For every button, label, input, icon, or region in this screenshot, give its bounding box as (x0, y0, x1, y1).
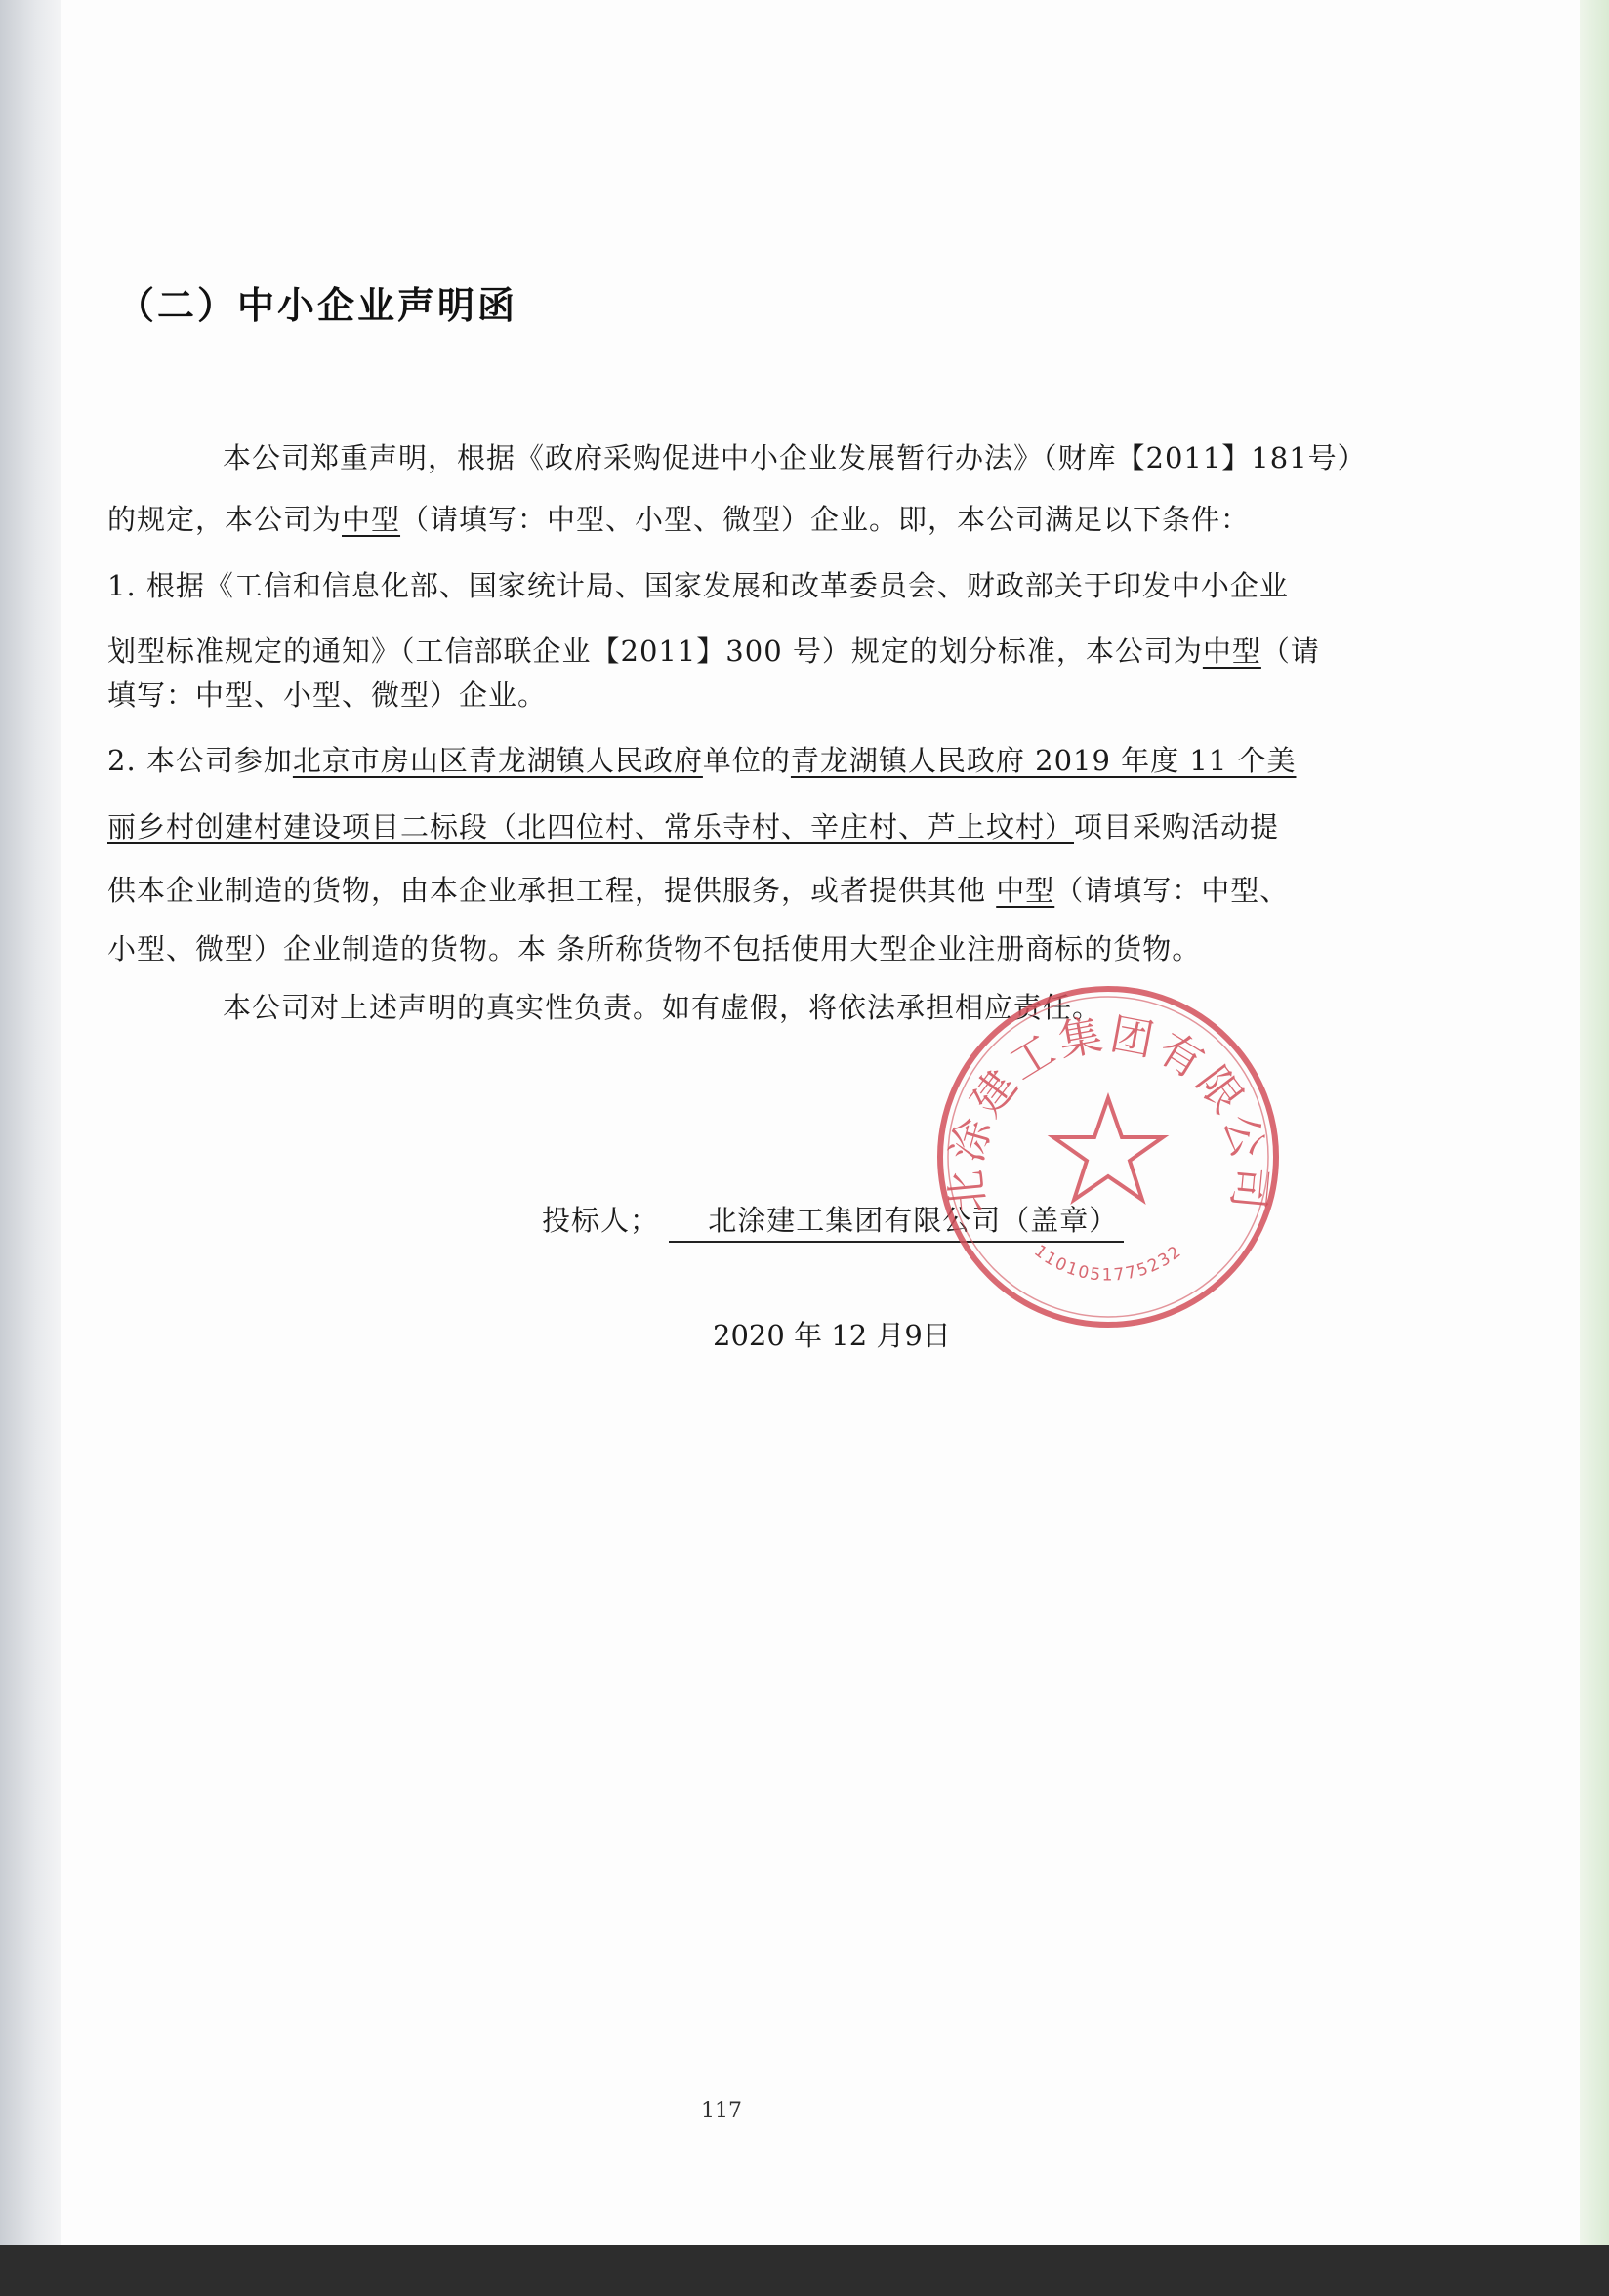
text-segment: （请 (1260, 635, 1320, 668)
item-2-line-1 (107, 739, 1425, 779)
item-2-line-2 (107, 805, 1425, 845)
scan-right-edge (1580, 0, 1609, 2245)
seal-note: （盖章） (1001, 1204, 1119, 1237)
closing-statement: 本公司对上述声明的真实性负责。如有虚假，将依法承担相应责任。 (223, 991, 1102, 1024)
bidder-company-name: 北涂建工集团有限公司 (708, 1204, 1002, 1237)
signature-date: 2020 年 12 月9日 (713, 1319, 951, 1352)
seal-number-text (1030, 1242, 1186, 1286)
company-seal (932, 981, 1284, 1332)
page-number: 117 (701, 2099, 742, 2123)
text-segment: 供本企业制造的货物，由本企业承担工程，提供服务，或者提供其他 (107, 874, 997, 907)
project-name-part-1: 青龙湖镇人民政府 2019 年度 11 个美 (790, 744, 1297, 777)
seal-star-icon (1053, 1098, 1163, 1200)
paragraph-1-line-1: 本公司郑重声明，根据《政府采购促进中小企业发展暂行办法》（财库【2011】181号） (223, 441, 1367, 474)
text-segment: 的规定，本公司为 (107, 503, 343, 536)
text-segment: 2. 本公司参加 (107, 744, 293, 777)
enterprise-size-field-1: 中型 (342, 503, 401, 536)
item-1-line-2 (107, 630, 1425, 670)
item-1-line-3: 填写：中型、小型、微型）企业。 (107, 678, 548, 712)
paragraph-1-line-2 (107, 498, 1425, 538)
text-segment: （请填写：中型、 (1054, 874, 1290, 907)
bidder-label: 投标人； (542, 1204, 660, 1237)
scan-left-margin (0, 0, 61, 2245)
document-title: （二）中小企业声明函 (117, 283, 518, 327)
text-segment: 划型标准规定的通知》（工信部联企业【2011】300 号）规定的划分标准，本公司为 (107, 635, 1203, 668)
enterprise-size-field-2: 中型 (1202, 635, 1261, 668)
purchaser-name: 北京市房山区青龙湖镇人民政府 (292, 744, 703, 777)
text-segment: 项目采购活动提 (1074, 810, 1280, 843)
text-segment: （请填写：中型、小型、微型）企业。即，本公司满足以下条件： (400, 503, 1251, 536)
text-segment: 单位的 (702, 744, 791, 777)
item-1-line-1: 1. 根据《工信和信息化部、国家统计局、国家发展和改革委员会、财政部关于印发中小企业 (107, 569, 1289, 602)
enterprise-size-field-3: 中型 (996, 874, 1055, 907)
item-2-line-4: 小型、微型）企业制造的货物。本 条所称货物不包括使用大型企业注册商标的货物。 (107, 932, 1202, 965)
project-name-part-2: 丽乡村创建村建设项目二标段（北四位村、常乐寺村、辛庄村、芦上坟村） (107, 810, 1075, 843)
document-page (61, 0, 1580, 2245)
scan-bottom-edge (0, 2245, 1609, 2296)
item-2-line-3 (107, 869, 1425, 909)
seal-company-text-path: 北涂建工集团有限公司 (940, 1008, 1276, 1215)
seal-number-text-path: 1101051775232 (1030, 1241, 1186, 1286)
